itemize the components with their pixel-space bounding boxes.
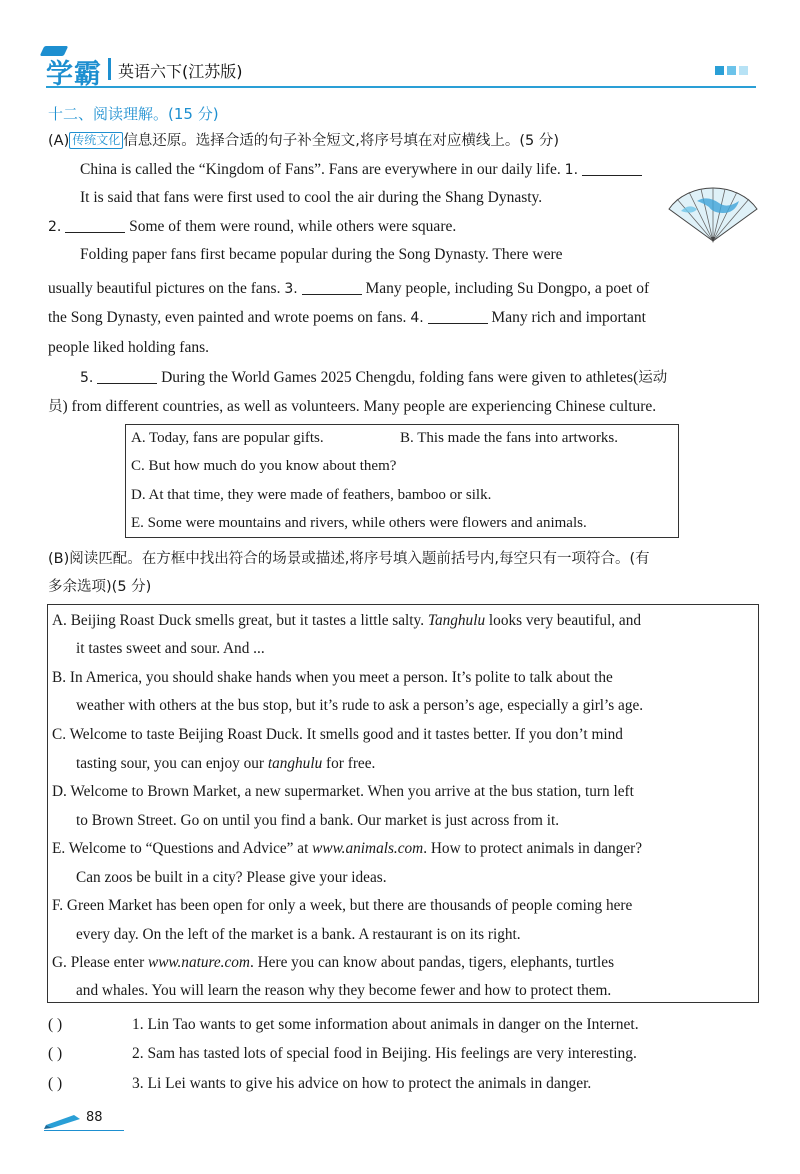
header-square (715, 66, 724, 75)
box-line (52, 783, 634, 801)
logo-divider (108, 58, 111, 80)
box-text: F. Green Market has been open for only a week, but there are thousands of people coming here (52, 897, 633, 914)
part-b-instruction-1: (B)阅读匹配。在方框中找出符合的场景或描述,将序号填入题前括号内,每空只有一项符合。(有 (48, 551, 650, 567)
option-b: B. This made the fans into artworks. (400, 430, 619, 446)
passage-text: During the World Games 2025 Chengdu, folding fans were given to athletes( (157, 369, 639, 386)
box-text: E. Welcome to “Questions and Advice” at (52, 840, 313, 857)
answer-paren-2[interactable]: ( ) (48, 1045, 63, 1062)
answer-blank-1[interactable] (582, 161, 642, 176)
box-line (52, 840, 642, 858)
box-line (76, 755, 375, 773)
passage-line-4 (80, 245, 563, 265)
box-line (76, 697, 643, 715)
option-c: C. But how much do you know about them? (131, 458, 397, 474)
box-text: looks very beautiful, and (485, 612, 642, 629)
box-text: every day. On the left of the market is a bank. A restaurant is on its right. (76, 926, 521, 943)
passage-line-7 (48, 338, 209, 358)
passage-text: It is said that fans were first used to cool the air during the Shang Dynasty. (80, 189, 543, 206)
blank-number: 5. (80, 370, 94, 386)
answer-blank-4[interactable] (428, 309, 488, 324)
box-text: C. Welcome to taste Beijing Roast Duck. It smells good and it tastes better. If you don’t mind (52, 726, 623, 743)
box-text: tasting sour, you can enjoy our (76, 755, 268, 772)
box-text: for free. (322, 755, 376, 772)
passage-line-2 (80, 188, 542, 208)
passage-text: Some of them were round, while others were square. (125, 218, 457, 235)
folding-fan-icon (667, 187, 759, 243)
box-text: and whales. You will learn the reason why they become fewer and how to protect them. (76, 982, 612, 999)
blank-number: 3. (284, 281, 298, 297)
answer-blank-3[interactable] (302, 280, 362, 295)
box-italic: www.animals.com (312, 840, 424, 857)
passage-text: China is called the “Kingdom of Fans”. Fans are everywhere in our daily life. (80, 161, 565, 178)
box-line (76, 869, 387, 887)
question-3 (48, 1075, 591, 1093)
passage-text: ) from different countries, as well as volunteers. Many people are experiencing Chinese culture. (62, 398, 657, 415)
header-square (739, 66, 748, 75)
part-a-label: (A) (48, 133, 70, 149)
passage-text: Many rich and important (487, 309, 646, 326)
box-text: . How to protect animals in danger? (423, 840, 642, 857)
passage-text: Many people, including Su Dongpo, a poet of (361, 280, 650, 297)
box-line (76, 812, 559, 830)
blank-number: 2. (48, 219, 62, 235)
passage-text: Folding paper fans first became popular during the Song Dynasty. There were (80, 246, 563, 263)
passage-line-6 (48, 308, 646, 328)
box-text: it tastes sweet and sour. And ... (76, 640, 265, 657)
passage-line-3 (48, 217, 456, 237)
box-line (52, 669, 613, 687)
options-box-a (125, 424, 679, 538)
box-text: A. Beijing Roast Duck smells great, but it tastes a little salty. (52, 612, 428, 629)
box-text: to Brown Street. Go on until you find a bank. Our market is just across from it. (76, 812, 560, 829)
matching-box-b (47, 604, 759, 1003)
box-text: Can zoos be built in a city? Please give your ideas. (76, 869, 387, 886)
box-text: weather with others at the bus stop, but it’s rude to ask a person’s age, especially a girl’s age. (76, 697, 644, 714)
passage-line-8 (80, 368, 667, 388)
blank-number: 4. (410, 310, 424, 326)
book-title: 英语六下(江苏版) (118, 62, 243, 81)
part-b-instruction-2: 多余选项)(5 分) (48, 579, 152, 595)
passage-line-9 (48, 397, 656, 417)
box-italic: www.nature.com (148, 954, 250, 971)
section-title: 十二、阅读理解。(15 分) (48, 105, 219, 123)
option-a: A. Today, fans are popular gifts. (131, 430, 324, 446)
box-line (76, 926, 521, 944)
blank-number: 1. (564, 162, 579, 178)
passage-line-1 (80, 160, 642, 180)
box-line (76, 982, 611, 1000)
brand-logo: 学霸 (46, 59, 102, 90)
part-a-instruction (48, 131, 559, 151)
chinese-note: 运动 (638, 370, 668, 386)
chinese-note: 员 (48, 399, 63, 415)
answer-paren-1[interactable]: ( ) (48, 1016, 63, 1033)
option-e: E. Some were mountains and rivers, while others were flowers and animals. (131, 515, 587, 531)
box-text: B. In America, you should shake hands when you meet a person. It’s polite to talk about the (52, 669, 613, 686)
box-line (52, 612, 641, 630)
pencil-icon (44, 1113, 84, 1129)
header-squares (715, 66, 748, 75)
passage-text: usually beautiful pictures on the fans. (48, 280, 285, 297)
question-2 (48, 1045, 637, 1063)
passage-line-5 (48, 279, 649, 299)
box-text: . Here you can know about pandas, tigers, elephants, turtles (249, 954, 615, 971)
answer-blank-2[interactable] (65, 218, 125, 233)
box-line (52, 954, 614, 972)
question-text: 1. Lin Tao wants to get some information about animals in danger on the Internet. (132, 1016, 639, 1033)
option-d: D. At that time, they were made of feathers, bamboo or silk. (131, 487, 492, 503)
question-text: 3. Li Lei wants to give his advice on how to protect the animals in danger. (132, 1075, 592, 1092)
footer-line (44, 1130, 124, 1131)
box-text: D. Welcome to Brown Market, a new supermarket. When you arrive at the bus station, turn left (52, 783, 634, 800)
culture-tag: 传统文化 (69, 132, 123, 149)
page-number: 88 (86, 1110, 103, 1125)
question-text: 2. Sam has tasted lots of special food in Beijing. His feelings are very interesting. (132, 1045, 637, 1062)
box-line (52, 726, 623, 744)
box-text: G. Please enter (52, 954, 148, 971)
passage-text: people liked holding fans. (48, 339, 209, 356)
box-line (76, 640, 265, 658)
box-line (52, 897, 632, 915)
answer-paren-3[interactable]: ( ) (48, 1075, 63, 1092)
part-a-instruction-text: 信息还原。选择合适的句子补全短文,将序号填在对应横线上。(5 分) (123, 133, 560, 149)
answer-blank-5[interactable] (97, 369, 157, 384)
box-italic: Tanghulu (427, 612, 486, 629)
question-1 (48, 1016, 639, 1034)
page-header (46, 46, 756, 88)
header-square (727, 66, 736, 75)
passage-text: the Song Dynasty, even painted and wrote poems on fans. (48, 309, 411, 326)
box-italic: tanghulu (267, 755, 323, 772)
